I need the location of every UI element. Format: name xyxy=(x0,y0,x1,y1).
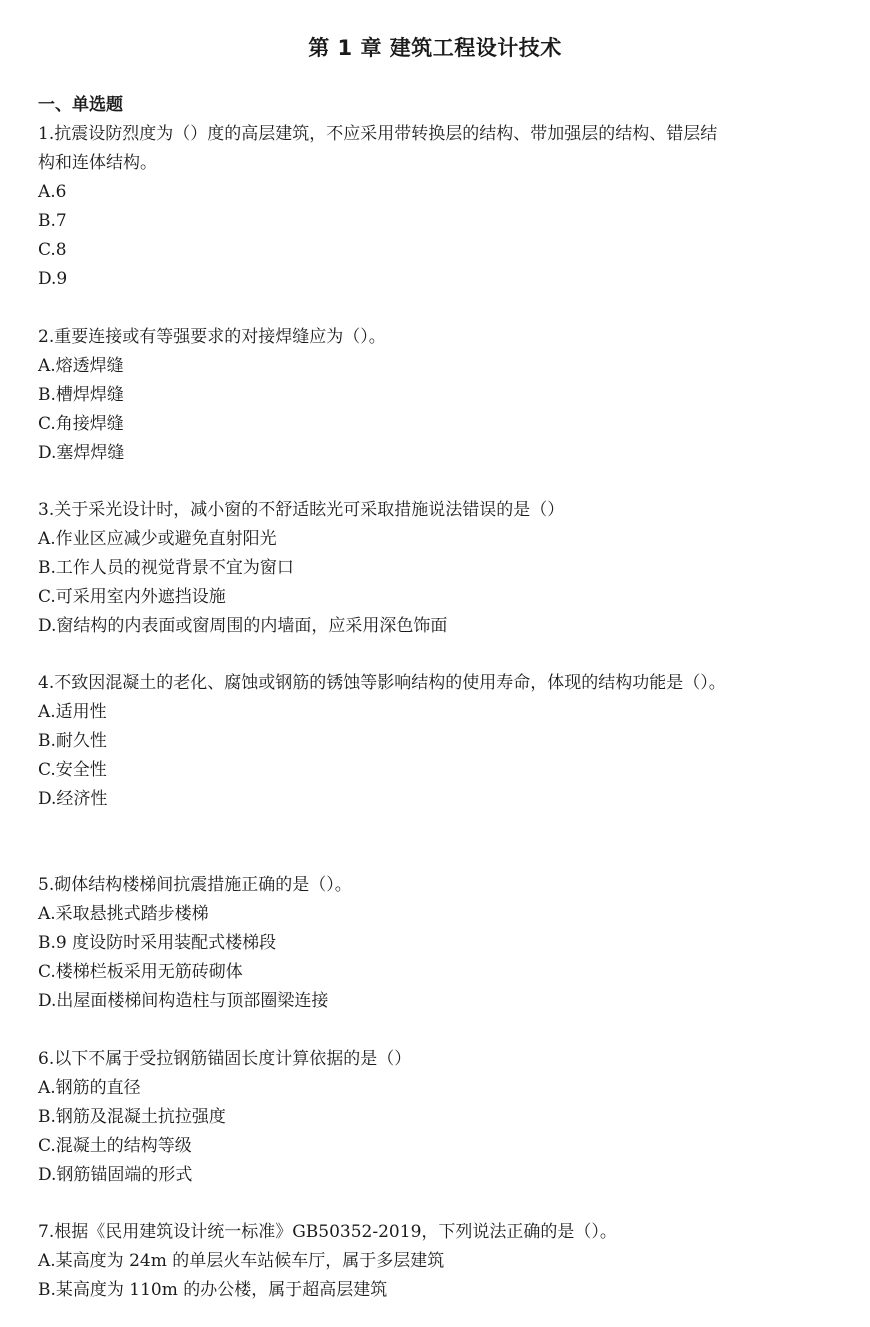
question-4-option-b: B.耐久性 xyxy=(38,731,107,751)
question-1-option-d: D.9 xyxy=(38,269,68,289)
question-5-option-c: C.楼梯栏板采用无筋砖砌体 xyxy=(38,962,243,982)
question-3-option-d: D.窗结构的内表面或窗周围的内墙面，应采用深色饰面 xyxy=(38,616,448,636)
question-6-option-a: A.钢筋的直径 xyxy=(38,1078,141,1098)
question-4-option-c: C.安全性 xyxy=(38,760,107,780)
question-3-option-c: C.可采用室内外遮挡设施 xyxy=(38,587,226,607)
question-6-option-b: B.钢筋及混凝土抗拉强度 xyxy=(38,1107,226,1127)
question-3-option-a: A.作业区应减少或避免直射阳光 xyxy=(38,529,277,549)
question-2-option-c: C.角接焊缝 xyxy=(38,414,124,434)
question-2-option-b: B.槽焊焊缝 xyxy=(38,385,124,405)
question-7-option-a: A.某高度为 24m 的单层火车站候车厅，属于多层建筑 xyxy=(38,1251,445,1271)
question-6-stem: 6.以下不属于受拉钢筋锚固长度计算依据的是（） xyxy=(38,1049,412,1069)
question-1-option-a: A.6 xyxy=(38,182,67,202)
question-7-stem: 7.根据《民用建筑设计统一标准》GB50352-2019，下列说法正确的是（）。 xyxy=(38,1222,617,1242)
question-5-option-b: B.9 度设防时采用装配式楼梯段 xyxy=(38,933,277,953)
question-4-stem: 4.不致因混凝土的老化、腐蚀或钢筋的锈蚀等影响结构的使用寿命，体现的结构功能是（）。 xyxy=(38,673,726,693)
question-2-stem: 2.重要连接或有等强要求的对接焊缝应为（）。 xyxy=(38,327,386,347)
question-1-option-b: B.7 xyxy=(38,211,67,231)
question-3-stem: 3.关于采光设计时，减小窗的不舒适眩光可采取措施说法错误的是（） xyxy=(38,500,565,520)
question-3-option-b: B.工作人员的视觉背景不宜为窗口 xyxy=(38,558,294,578)
question-1-stem: 1.抗震设防烈度为（）度的高层建筑，不应采用带转换层的结构、带加强层的结构、错层结 xyxy=(38,124,718,144)
question-4-option-a: A.适用性 xyxy=(38,702,107,722)
question-5-option-d: D.出屋面楼梯间构造柱与顶部圈梁连接 xyxy=(38,991,329,1011)
question-1-option-c: C.8 xyxy=(38,240,67,260)
section-heading: 一、单选题 xyxy=(38,95,123,115)
chapter-title: 第 1 章 建筑工程设计技术 xyxy=(308,36,562,60)
question-1-stem-cont: 构和连体结构。 xyxy=(38,153,157,173)
question-5-stem: 5.砌体结构楼梯间抗震措施正确的是（）。 xyxy=(38,875,352,895)
question-6-option-c: C.混凝土的结构等级 xyxy=(38,1136,192,1156)
question-7-option-b: B.某高度为 110m 的办公楼，属于超高层建筑 xyxy=(38,1280,388,1300)
question-4-option-d: D.经济性 xyxy=(38,789,108,809)
question-2-option-d: D.塞焊焊缝 xyxy=(38,443,125,463)
question-6-option-d: D.钢筋锚固端的形式 xyxy=(38,1165,193,1185)
question-5-option-a: A.采取悬挑式踏步楼梯 xyxy=(38,904,209,924)
question-2-option-a: A.熔透焊缝 xyxy=(38,356,124,376)
